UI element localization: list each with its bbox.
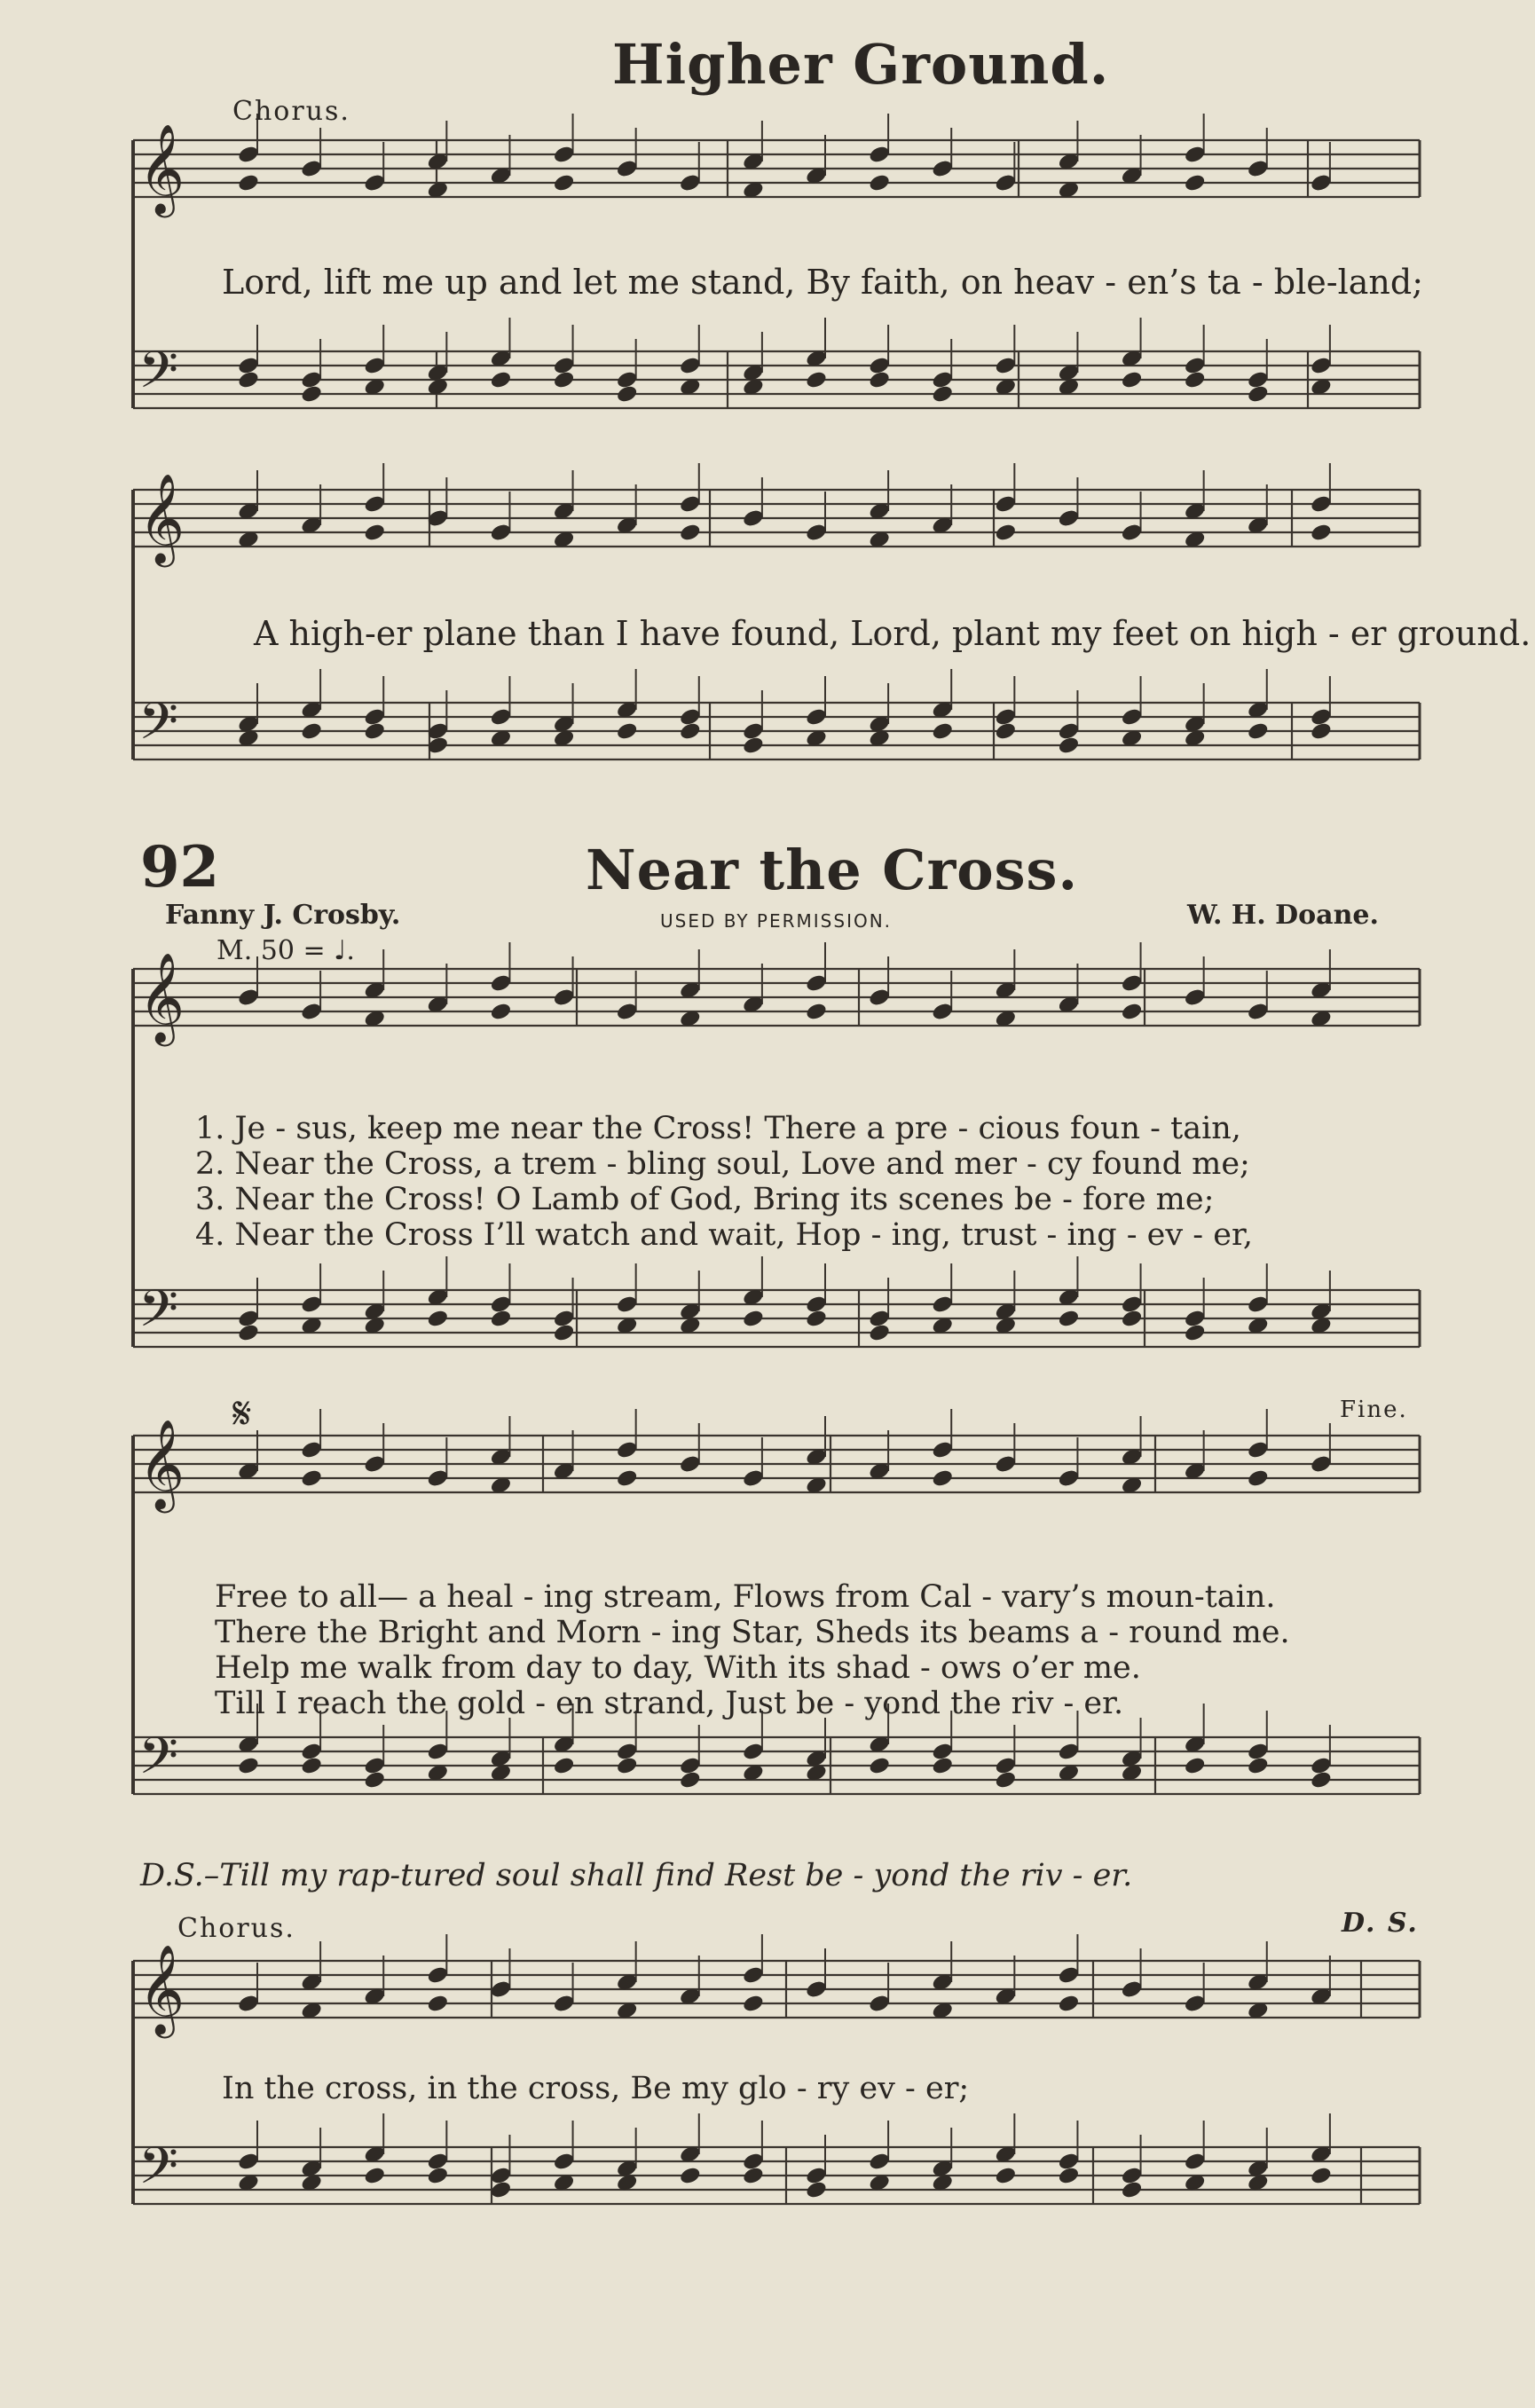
svg-text:𝄞: 𝄞: [138, 951, 185, 1043]
verse-line-1: 4. Near the Cross I’ll watch and wait, Hop - ing, trust - ing - ev - er,: [195, 1217, 1253, 1253]
verse-line-2: There the Bright and Morn - ing Star, Sheds its beams a - round me.: [215, 1615, 1290, 1650]
hymn-author: Fanny J. Crosby.: [165, 900, 401, 931]
verse-line-2: Help me walk from day to day, With its shad - ows o’er me.: [215, 1650, 1141, 1686]
svg-text:𝄞: 𝄞: [138, 472, 185, 563]
verse-line-1: 3. Near the Cross! O Lamb of God, Bring its scenes be - fore me;: [195, 1182, 1215, 1217]
metronome-mark: M. 50 = ♩.: [216, 935, 355, 966]
verse-line-2: Free to all— a heal - ing stream, Flows from Cal - vary’s moun-tain.: [215, 1579, 1276, 1615]
hymn-number: 92: [140, 834, 220, 901]
previous-lyric-line-1: Lord, lift me up and let me stand, By faith, on heav - en’s ta - ble-land;: [222, 263, 1423, 302]
svg-text:𝄢: 𝄢: [138, 691, 179, 764]
verse-line-2: Till I reach the gold - en strand, Just be - yond the riv - er.: [215, 1686, 1124, 1721]
svg-text:𝄞: 𝄞: [138, 1418, 185, 1509]
svg-text:𝄢: 𝄢: [138, 1279, 179, 1351]
permission-note: USED BY PERMISSION.: [660, 910, 893, 932]
svg-text:𝄢: 𝄢: [138, 340, 179, 413]
fine-mark: Fine.: [1340, 1397, 1408, 1423]
svg-text:𝄞: 𝄞: [138, 1943, 185, 2034]
da-segno-lyric: D.S.–Till my rap-tured soul shall find Rest be - yond the riv - er.: [140, 1858, 1133, 1893]
hymn-composer: W. H. Doane.: [1187, 900, 1379, 931]
previous-chorus-label: Chorus.: [232, 96, 350, 127]
svg-text:𝄢: 𝄢: [138, 1726, 179, 1798]
hymn-title: Near the Cross.: [586, 838, 1079, 902]
previous-hymn-title: Higher Ground.: [612, 32, 1110, 97]
svg-text:𝄞: 𝄞: [138, 122, 185, 214]
verse-line-1: 2. Near the Cross, a trem - bling soul, Love and mer - cy found me;: [195, 1146, 1250, 1182]
ds-mark: D. S.: [1342, 1908, 1419, 1939]
chorus-label: Chorus.: [177, 1913, 295, 1944]
svg-text:𝄢: 𝄢: [138, 2136, 179, 2208]
segno-sign: 𝄋: [232, 1388, 252, 1439]
verse-line-1: 1. Je - sus, keep me near the Cross! There a pre - cious foun - tain,: [195, 1111, 1241, 1146]
previous-lyric-line-2: A high-er plane than I have found, Lord, plant my feet on high - er ground.: [254, 614, 1531, 653]
chorus-lyric: In the cross, in the cross, Be my glo - ry ev - er;: [222, 2071, 970, 2106]
